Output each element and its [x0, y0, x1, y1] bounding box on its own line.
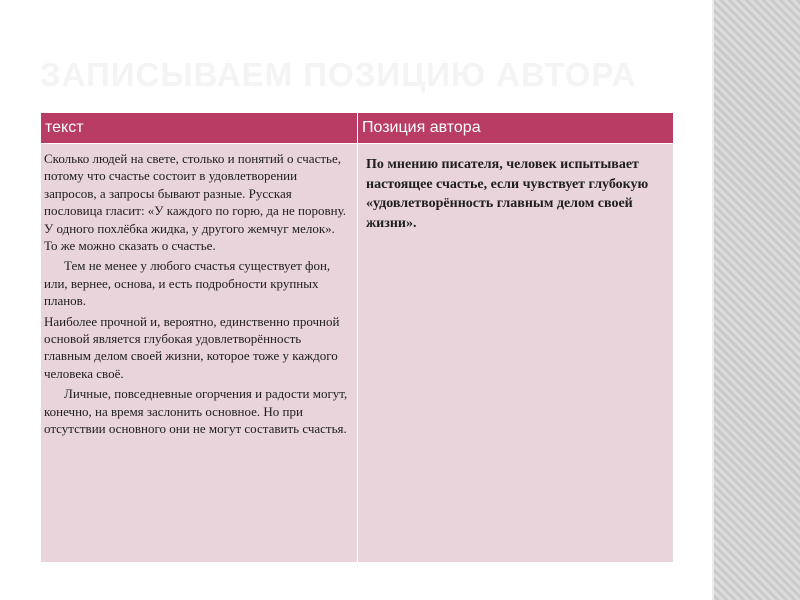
- stripe-edge: [712, 0, 714, 600]
- text-paragraph-1: Сколько людей на свете, столько и понятий о счастье, потому что счастье состоит в удовлетворении запросов, а запросы бывают разные. Русская пословица гласит: «У каждого по горю, да не поровну. У одного похлёбка жидка, у другого жемчуг мелок». То же можно сказать о счастье.: [44, 151, 347, 254]
- slide-title: ЗАПИСЫВАЕМ ПОЗИЦИЮ АВТОРА: [40, 56, 637, 93]
- text-paragraph-3: Наиболее прочной и, вероятно, единственно прочной основой является глубокая удовлетворённость главным делом своей жизни, которое тоже у каждого человека своё.: [44, 313, 340, 381]
- table-header-row: [41, 113, 674, 144]
- header-author-position: Позиция автора: [358, 113, 674, 144]
- text-paragraph-4: Личные, повседневные огорчения и радости могут, конечно, на время заслонить основное. Но при отсутствии основного они не могут составить счастья.: [44, 386, 348, 437]
- table-row: [41, 144, 674, 563]
- text-paragraph-2: Тем не менее у любого счастья существует фон, или, вернее, основа, и есть подробности крупных планов.: [44, 258, 331, 309]
- author-position-cell: [358, 144, 674, 563]
- author-position-text: По мнению писателя, человек испытывает настоящее счастье, если чувствует глубокую «удовлетворённость главным делом своей жизни».: [366, 157, 649, 231]
- decorative-side-stripe: [712, 0, 800, 600]
- header-text: текст: [41, 113, 358, 144]
- author-position-table: [40, 112, 674, 563]
- text-cell: [41, 144, 358, 563]
